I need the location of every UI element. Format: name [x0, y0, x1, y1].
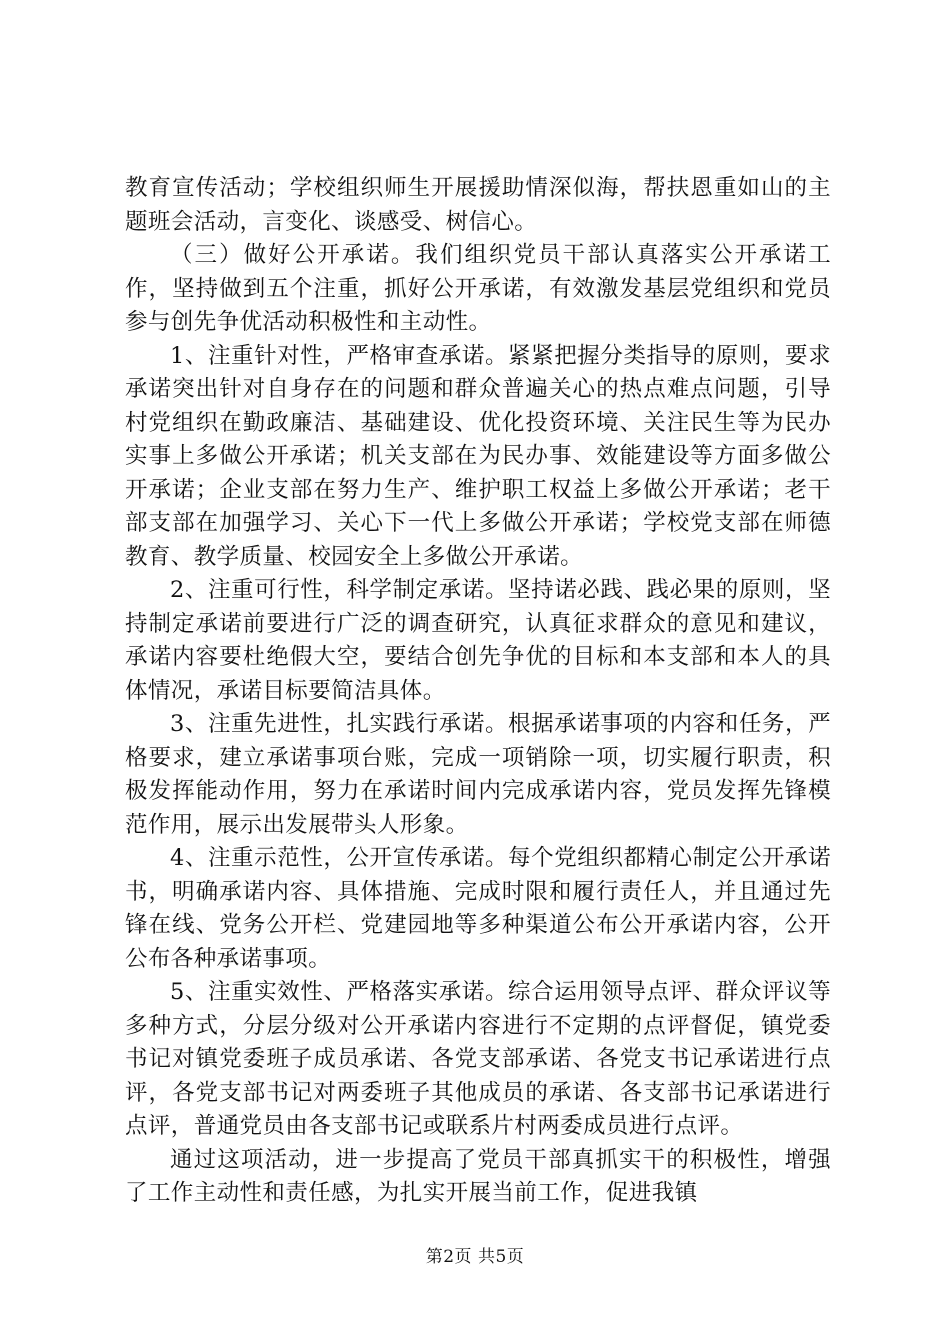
page-footer: 第2页 共5页 — [425, 1247, 525, 1267]
paragraph-continuation: 教育宣传活动；学校组织师生开展援助情深似海，帮扶恩重如山的主题班会活动，言变化、谈感受、树信心。 — [125, 175, 831, 235]
paragraph-item-2: 2、注重可行性，科学制定承诺。坚持诺必践、践必果的原则，坚持制定承诺前要进行广泛的调查研究，认真征求群众的意见和建议，承诺内容要杜绝假大空，要结合创先争优的目标和本支部和本人的具体情况，承诺目标要简洁具体。 — [125, 577, 831, 704]
paragraph-conclusion: 通过这项活动，进一步提高了党员干部真抓实干的积极性，增强了工作主动性和责任感，为扎实开展当前工作，促进我镇 — [125, 1146, 831, 1206]
paragraph-section-three: （三）做好公开承诺。我们组织党员干部认真落实公开承诺工作，坚持做到五个注重，抓好公开承诺，有效激发基层党组织和党员参与创先争优活动积极性和主动性。 — [125, 242, 831, 335]
document-body — [125, 172, 831, 1211]
paragraph-item-4: 4、注重示范性，公开宣传承诺。每个党组织都精心制定公开承诺书，明确承诺内容、具体措施、完成时限和履行责任人，并且通过先锋在线、党务公开栏、党建园地等多种渠道公布公开承诺内容，公开公布各种承诺事项。 — [125, 845, 831, 972]
paragraph-item-3: 3、注重先进性，扎实践行承诺。根据承诺事项的内容和任务，严格要求，建立承诺事项台账，完成一项销除一项，切实履行职责，积极发挥能动作用，努力在承诺时间内完成承诺内容，党员发挥先锋模范作用，展示出发展带头人形象。 — [125, 711, 831, 838]
paragraph-item-5: 5、注重实效性、严格落实承诺。综合运用领导点评、群众评议等多种方式，分层分级对公开承诺内容进行不定期的点评督促，镇党委书记对镇党委班子成员承诺、各党支部承诺、各党支书记承诺进行点评，各党支部书记对两委班子其他成员的承诺、各支部书记承诺进行点评，普通党员由各支部书记或联系片村两委成员进行点评。 — [125, 979, 831, 1139]
paragraph-item-1: 1、注重针对性，严格审查承诺。紧紧把握分类指导的原则，要求承诺突出针对自身存在的问题和群众普遍关心的热点难点问题，引导村党组织在勤政廉洁、基础建设、优化投资环境、关注民生等为民办实事上多做公开承诺；机关支部在为民办事、效能建设等方面多做公开承诺；企业支部在努力生产、维护职工权益上多做公开承诺；老干部支部在加强学习、关心下一代上多做公开承诺；学校党支部在师德教育、教学质量、校园安全上多做公开承诺。 — [125, 342, 831, 570]
